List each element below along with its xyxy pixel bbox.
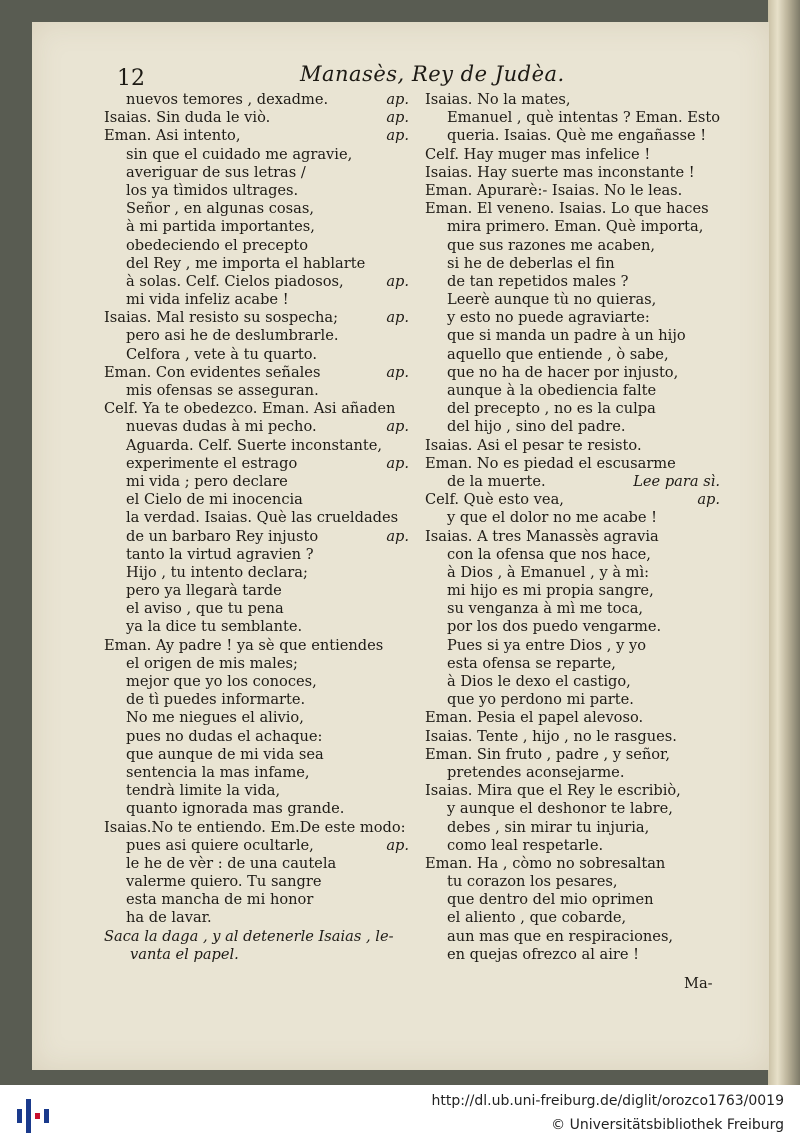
- stage-aside: ap.: [386, 91, 409, 108]
- line-text: del precepto , no es la culpa: [447, 400, 656, 418]
- text-line: [104, 182, 409, 200]
- stage-aside: Lee para sì.: [633, 472, 720, 490]
- line-text: averiguar de sus letras /: [126, 163, 306, 181]
- text-line: [104, 909, 409, 927]
- line-text: valerme quiero. Tu sangre: [126, 873, 322, 891]
- text-line: [425, 237, 720, 255]
- text-line: [104, 91, 409, 109]
- text-line: [104, 855, 409, 873]
- text-line: [425, 91, 720, 109]
- text-line: [425, 928, 720, 946]
- line-text: Hijo , tu intento declara;: [126, 563, 308, 581]
- text-line: [425, 764, 720, 782]
- text-line: [104, 691, 409, 709]
- line-text: le he de vèr : de una cautela: [126, 854, 337, 872]
- text-line: [425, 709, 720, 727]
- text-line: [425, 327, 720, 345]
- line-text: mira primero. Eman. Què importa,: [447, 218, 704, 236]
- line-text: de un barbaro Rey injusto: [126, 527, 319, 545]
- stage-aside: ap.: [386, 527, 409, 545]
- line-text: Celf. Hay muger mas infelice !: [425, 145, 651, 163]
- stage-aside: ap.: [386, 836, 409, 854]
- line-text: Isaias. Hay suerte mas inconstante !: [425, 163, 695, 181]
- line-text: Leerè aunque tù no quieras,: [447, 291, 657, 309]
- stage-aside: ap.: [697, 491, 720, 509]
- line-text: de tan repetidos males ?: [447, 272, 629, 290]
- line-text: nuevos temores , dexadme.: [126, 91, 329, 108]
- line-text: Saca la daga , y al detenerle Isaias , le-: [104, 927, 394, 945]
- line-text: que sus razones me acaben,: [447, 236, 656, 254]
- text-line: [425, 837, 720, 855]
- text-line: [104, 455, 409, 473]
- line-text: Eman. Apurarè:- Isaias. No le leas.: [425, 181, 683, 199]
- stage-aside: ap.: [386, 363, 409, 381]
- line-text: Emanuel , què intentas ? Eman. Esto: [447, 109, 721, 127]
- next-page-edge: [768, 0, 800, 1085]
- text-line: [104, 418, 409, 436]
- copyright-notice: © Universitätsbibliothek Freiburg: [551, 1117, 784, 1133]
- text-line: [425, 746, 720, 764]
- line-text: sentencia la mas infame,: [126, 763, 310, 781]
- right-text-column: [425, 91, 720, 964]
- text-line: [104, 928, 409, 946]
- text-line: [425, 418, 720, 436]
- text-line: [425, 891, 720, 909]
- line-text: tu corazon los pesares,: [447, 873, 618, 891]
- text-line: [425, 382, 720, 400]
- line-text: Isaias.No te entiendo. Em.De este modo:: [104, 818, 406, 836]
- text-line: [104, 400, 409, 418]
- text-line: [425, 255, 720, 273]
- text-line: [425, 600, 720, 618]
- text-line: [425, 127, 720, 145]
- text-line: [104, 655, 409, 673]
- line-text: debes , sin mirar tu injuria,: [447, 818, 650, 836]
- text-line: [425, 473, 720, 491]
- text-line: [425, 509, 720, 527]
- text-line: [425, 582, 720, 600]
- line-text: à mi partida importantes,: [126, 218, 315, 236]
- text-line: [104, 528, 409, 546]
- line-text: Isaias. Mira que el Rey le escribiò,: [425, 782, 681, 800]
- text-line: [104, 564, 409, 582]
- line-text: Celf. Ya te obedezco. Eman. Asi añaden: [104, 400, 396, 418]
- line-text: si he de deberlas el fin: [447, 254, 615, 272]
- text-line: [104, 600, 409, 618]
- text-line: [425, 309, 720, 327]
- line-text: que yo perdono mi parte.: [447, 691, 634, 709]
- line-text: Eman. Ay padre ! ya sè que entiendes: [104, 636, 384, 654]
- text-line: [104, 109, 409, 127]
- stage-aside: ap.: [386, 109, 409, 127]
- line-text: Isaias. Sin duda le viò.: [104, 109, 271, 127]
- line-text: Eman. El veneno. Isaias. Lo que haces: [425, 200, 709, 218]
- text-line: [425, 691, 720, 709]
- text-line: [104, 637, 409, 655]
- text-line: [425, 946, 720, 964]
- line-text: mi vida infeliz acabe !: [126, 291, 289, 309]
- line-text: que dentro del mio oprimen: [447, 891, 654, 909]
- line-text: Eman. Sin fruto , padre , y señor,: [425, 745, 671, 763]
- text-line: [104, 782, 409, 800]
- text-line: [104, 873, 409, 891]
- line-text: el origen de mis males;: [126, 654, 298, 672]
- line-text: de tì puedes informarte.: [126, 691, 306, 709]
- line-text: ha de lavar.: [126, 909, 212, 927]
- line-text: que si manda un padre à un hijo: [447, 327, 686, 345]
- text-line: [425, 400, 720, 418]
- text-line: [425, 655, 720, 673]
- text-line: [104, 473, 409, 491]
- text-line: [425, 291, 720, 309]
- line-text: Eman. Con evidentes señales: [104, 363, 321, 381]
- text-line: [104, 237, 409, 255]
- line-text: su venganza à mì me toca,: [447, 600, 644, 618]
- line-text: y aunque el deshonor te labre,: [447, 800, 673, 818]
- line-text: à Dios le dexo el castigo,: [447, 673, 631, 690]
- text-line: [104, 346, 409, 364]
- page-number: 12: [117, 66, 145, 91]
- line-text: mis ofensas se asseguran.: [126, 382, 319, 399]
- text-line: [425, 109, 720, 127]
- text-line: [425, 437, 720, 455]
- line-text: Celfora , vete à tu quarto.: [126, 345, 317, 363]
- text-line: [425, 855, 720, 873]
- line-text: el Cielo de mi inocencia: [126, 491, 303, 509]
- line-text: los ya tìmidos ultrages.: [126, 181, 299, 199]
- text-line: [104, 764, 409, 782]
- stage-aside: ap.: [386, 127, 409, 145]
- line-text: Aguarda. Celf. Suerte inconstante,: [126, 436, 383, 454]
- text-line: [104, 164, 409, 182]
- line-text: Eman. Pesia el papel alevoso.: [425, 709, 644, 727]
- line-text: la verdad. Isaias. Què las crueldades: [126, 509, 399, 527]
- text-line: [425, 218, 720, 236]
- text-line: [104, 273, 409, 291]
- text-line: [425, 528, 720, 546]
- line-text: pretendes aconsejarme.: [447, 763, 625, 781]
- text-line: [104, 255, 409, 273]
- text-line: [104, 218, 409, 236]
- text-line: [104, 364, 409, 382]
- line-text: del hijo , sino del padre.: [447, 418, 626, 436]
- line-text: à solas. Celf. Cielos piadosos,: [126, 272, 344, 290]
- text-line: [425, 546, 720, 564]
- text-line: [104, 546, 409, 564]
- text-line: [104, 582, 409, 600]
- text-line: [104, 673, 409, 691]
- text-line: [104, 509, 409, 527]
- line-text: en quejas ofrezco al aire !: [447, 945, 639, 963]
- line-text: aquello que entiende , ò sabe,: [447, 345, 669, 363]
- line-text: mi vida ; pero declare: [126, 472, 288, 490]
- line-text: tendrà limite la vida,: [126, 782, 281, 800]
- line-text: obedeciendo el precepto: [126, 236, 309, 254]
- text-line: [425, 200, 720, 218]
- running-title: Manasès, Rey de Judèa.: [300, 62, 565, 86]
- text-line: [104, 891, 409, 909]
- line-text: Celf. Què esto vea,: [425, 491, 564, 509]
- line-text: tanto la virtud agravien ?: [126, 545, 314, 563]
- line-text: Isaias. A tres Manassès agravia: [425, 527, 659, 545]
- line-text: aun mas que en respiraciones,: [447, 927, 674, 945]
- line-text: nuevas dudas à mi pecho.: [126, 418, 317, 436]
- text-line: [104, 146, 409, 164]
- line-text: mejor que yo los conoces,: [126, 673, 317, 690]
- line-text: mi hijo es mi propia sangre,: [447, 582, 654, 600]
- line-text: queria. Isaias. Què me engañasse !: [447, 127, 707, 145]
- text-line: [104, 309, 409, 327]
- text-line: [425, 455, 720, 473]
- text-line: [425, 673, 720, 691]
- text-line: [104, 327, 409, 345]
- line-text: con la ofensa que nos hace,: [447, 545, 651, 563]
- line-text: Eman. No es piedad el escusarme: [425, 454, 676, 472]
- line-text: del Rey , me importa el hablarte: [126, 254, 366, 272]
- line-text: el aliento , que cobarde,: [447, 909, 627, 927]
- line-text: pero asi he de deslumbrarle.: [126, 327, 339, 345]
- text-line: [104, 491, 409, 509]
- text-line: [104, 746, 409, 764]
- line-text: como leal respetarle.: [447, 836, 604, 854]
- line-text: pues asi quiere ocultarle,: [126, 836, 314, 854]
- stage-aside: ap.: [386, 454, 409, 472]
- text-line: [425, 782, 720, 800]
- line-text: Pues si ya entre Dios , y yo: [447, 636, 646, 654]
- line-text: y esto no puede agraviarte:: [447, 309, 650, 327]
- text-line: [425, 164, 720, 182]
- text-line: [104, 618, 409, 636]
- line-text: Eman. Ha , còmo no sobresaltan: [425, 854, 666, 872]
- line-text: Isaias. Tente , hijo , no le rasgues.: [425, 727, 677, 745]
- line-text: experimente el estrago: [126, 454, 298, 472]
- line-text: vanta el papel.: [130, 945, 239, 963]
- text-line: [104, 382, 409, 400]
- line-text: que aunque de mi vida sea: [126, 745, 324, 763]
- text-line: [104, 819, 409, 837]
- line-text: el aviso , que tu pena: [126, 600, 284, 618]
- line-text: sin que el cuidado me agravie,: [126, 145, 353, 163]
- line-text: Isaias. No la mates,: [425, 91, 571, 108]
- text-line: [425, 618, 720, 636]
- line-text: de la muerte.: [447, 472, 546, 490]
- line-text: pues no dudas el achaque:: [126, 727, 323, 745]
- stage-aside: ap.: [386, 272, 409, 290]
- line-text: Eman. Asi intento,: [104, 127, 241, 145]
- line-text: que no ha de hacer por injusto,: [447, 363, 679, 381]
- line-text: esta ofensa se reparte,: [447, 654, 616, 672]
- text-line: [425, 146, 720, 164]
- line-text: ya la dice tu semblante.: [126, 618, 303, 636]
- text-line: [425, 873, 720, 891]
- line-text: No me niegues el alivio,: [126, 709, 304, 727]
- library-logo-icon: [14, 1095, 50, 1135]
- text-line: [104, 837, 409, 855]
- line-text: Isaias. Asi el pesar te resisto.: [425, 436, 642, 454]
- text-line: [425, 364, 720, 382]
- text-line: [104, 709, 409, 727]
- text-line: [425, 819, 720, 837]
- text-line: [104, 946, 409, 964]
- text-line: [425, 491, 720, 509]
- text-line: [104, 291, 409, 309]
- left-text-column: [104, 91, 409, 964]
- catchword: Ma-: [684, 975, 713, 992]
- text-line: [104, 200, 409, 218]
- line-text: esta mancha de mi honor: [126, 891, 314, 909]
- line-text: à Dios , à Emanuel , y à mì:: [447, 563, 650, 581]
- text-line: [425, 182, 720, 200]
- line-text: Isaias. Mal resisto su sospecha;: [104, 309, 339, 327]
- text-line: [104, 728, 409, 746]
- line-text: quanto ignorada mas grande.: [126, 800, 345, 818]
- stage-aside: ap.: [386, 309, 409, 327]
- line-text: y que el dolor no me acabe !: [447, 509, 658, 527]
- line-text: por los dos puedo vengarme.: [447, 618, 662, 636]
- text-line: [104, 437, 409, 455]
- text-line: [425, 346, 720, 364]
- source-url[interactable]: http://dl.ub.uni-freiburg.de/diglit/orozco1763/0019: [431, 1093, 784, 1109]
- text-line: [425, 273, 720, 291]
- text-line: [104, 800, 409, 818]
- text-line: [425, 564, 720, 582]
- text-line: [425, 637, 720, 655]
- text-line: [425, 800, 720, 818]
- footer-bar: [0, 1085, 800, 1143]
- stage-aside: ap.: [386, 418, 409, 436]
- line-text: pero ya llegarà tarde: [126, 582, 282, 600]
- line-text: aunque à la obediencia falte: [447, 382, 657, 399]
- text-line: [104, 127, 409, 145]
- text-line: [425, 728, 720, 746]
- line-text: Señor , en algunas cosas,: [126, 200, 315, 218]
- text-line: [425, 909, 720, 927]
